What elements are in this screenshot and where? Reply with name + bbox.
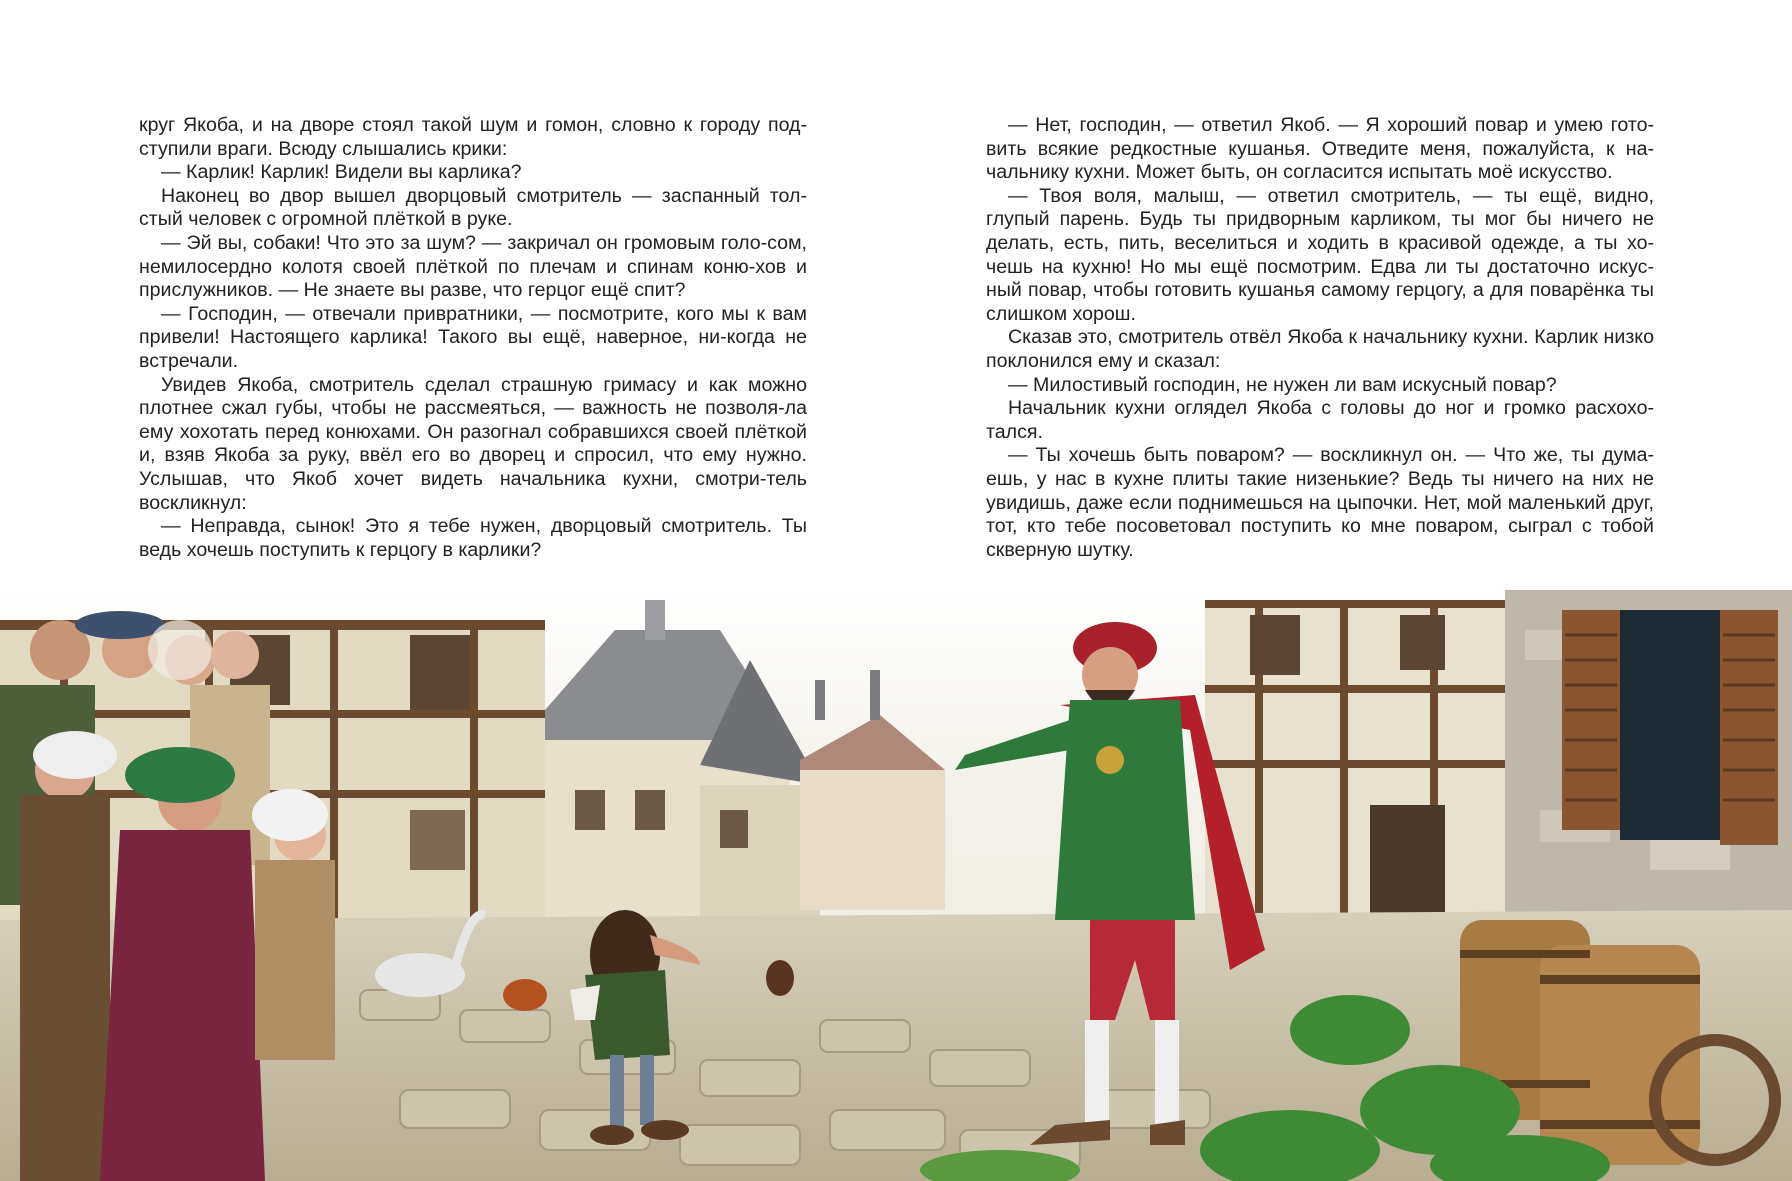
paragraph: круг Якоба, и на дворе стоял такой шум и гомон, словно к городу под-ступили враги. Всюду слышались крики: — [139, 114, 807, 160]
paragraph: — Карлик! Карлик! Видели вы карлика? — [161, 161, 522, 184]
paragraph: — Эй вы, собаки! Что это за шум? — закричал он громовым голо-сом, немилосердно колотя своей плёткой по плечам и спинам коню-хов и прислужников. — Не знаете вы разве, что герцог ещё спит? — [139, 231, 807, 302]
paragraph: — Твоя воля, малыш, — ответил смотритель, — ты ещё, видно, глупый парень. Будь ты придворным карликом, ты мог бы ничего не делать, есть, пить, веселиться и ходить в красивой одежде, а ты хо-чешь на кухню! Но мы ещё посмотрим. Едва ли ты достаточно искус-ный повар, чтобы готовить кушанья самому герцогу, а для поварёнка ты слишком хорош. — [986, 184, 1654, 325]
right-text-column — [986, 114, 1654, 562]
right-timber-building — [1205, 600, 1505, 930]
right-shutter — [1720, 610, 1778, 845]
paragraph: — Милостивый господин, не нужен ли вам искусный повар? — [1008, 373, 1557, 396]
illustration-svg — [0, 590, 1792, 1181]
paragraph: — Господин, — отвечали привратники, — посмотрите, кого мы к вам привели! Настоящего карлика! Такого вы ещё, наверное, ни-когда не встречали. — [139, 302, 807, 372]
paragraph: Наконец во двор вышел дворцовый смотритель — заспанный тол-стый человек с огромной плёткой в руке. — [139, 184, 807, 231]
paragraph: Начальник кухни оглядел Якоба с головы до ног и громко расхохо-тался. — [986, 397, 1654, 443]
left-shutter — [1562, 610, 1620, 830]
paragraph: Сказав это, смотритель отвёл Якоба к начальнику кухни. Карлик низко поклонился ему и сказал: — [986, 326, 1654, 372]
left-text-column — [139, 114, 807, 562]
paragraph: — Ты хочешь быть поваром? — воскликнул он. — Что же, ты дума-ешь, у нас в кухне плиты такие низенькие? Ведь ты ничего на них не увидишь, даже если поднимешься на цыпочки. Нет, мой маленький друг, тот, кто тебе посоветовал поступить ко мне поваром, сыграл с тобой скверную шутку. — [986, 444, 1654, 561]
paragraph: — Неправда, сынок! Это я тебе нужен, дворцовый смотритель. Ты ведь хочешь поступить к герцогу в карлики? — [139, 515, 807, 561]
paragraph: — Нет, господин, — ответил Якоб. — Я хороший повар и умею гото-вить всякие редкостные кушанья. Отведите меня, пожалуйста, к на-чальнику кухни. Может быть, он согласится испытать моё искусство. — [986, 114, 1654, 184]
stone-wall — [1505, 590, 1792, 950]
illustration-courtyard-scene — [0, 590, 1792, 1181]
paragraph: Увидев Якоба, смотритель сделал страшную гримасу и как можно плотнее сжал губы, чтобы не рассмеяться, — важность не позволя-ла ему хохотать перед конюхами. Он разогнал собравшихся своей плёткой и, взяв Якоба за руку, ввёл его во дворец и спросил, что ему нужно. Услышав, что Якоб хочет видеть начальника кухни, смотри-тель воскликнул: — [139, 373, 807, 514]
